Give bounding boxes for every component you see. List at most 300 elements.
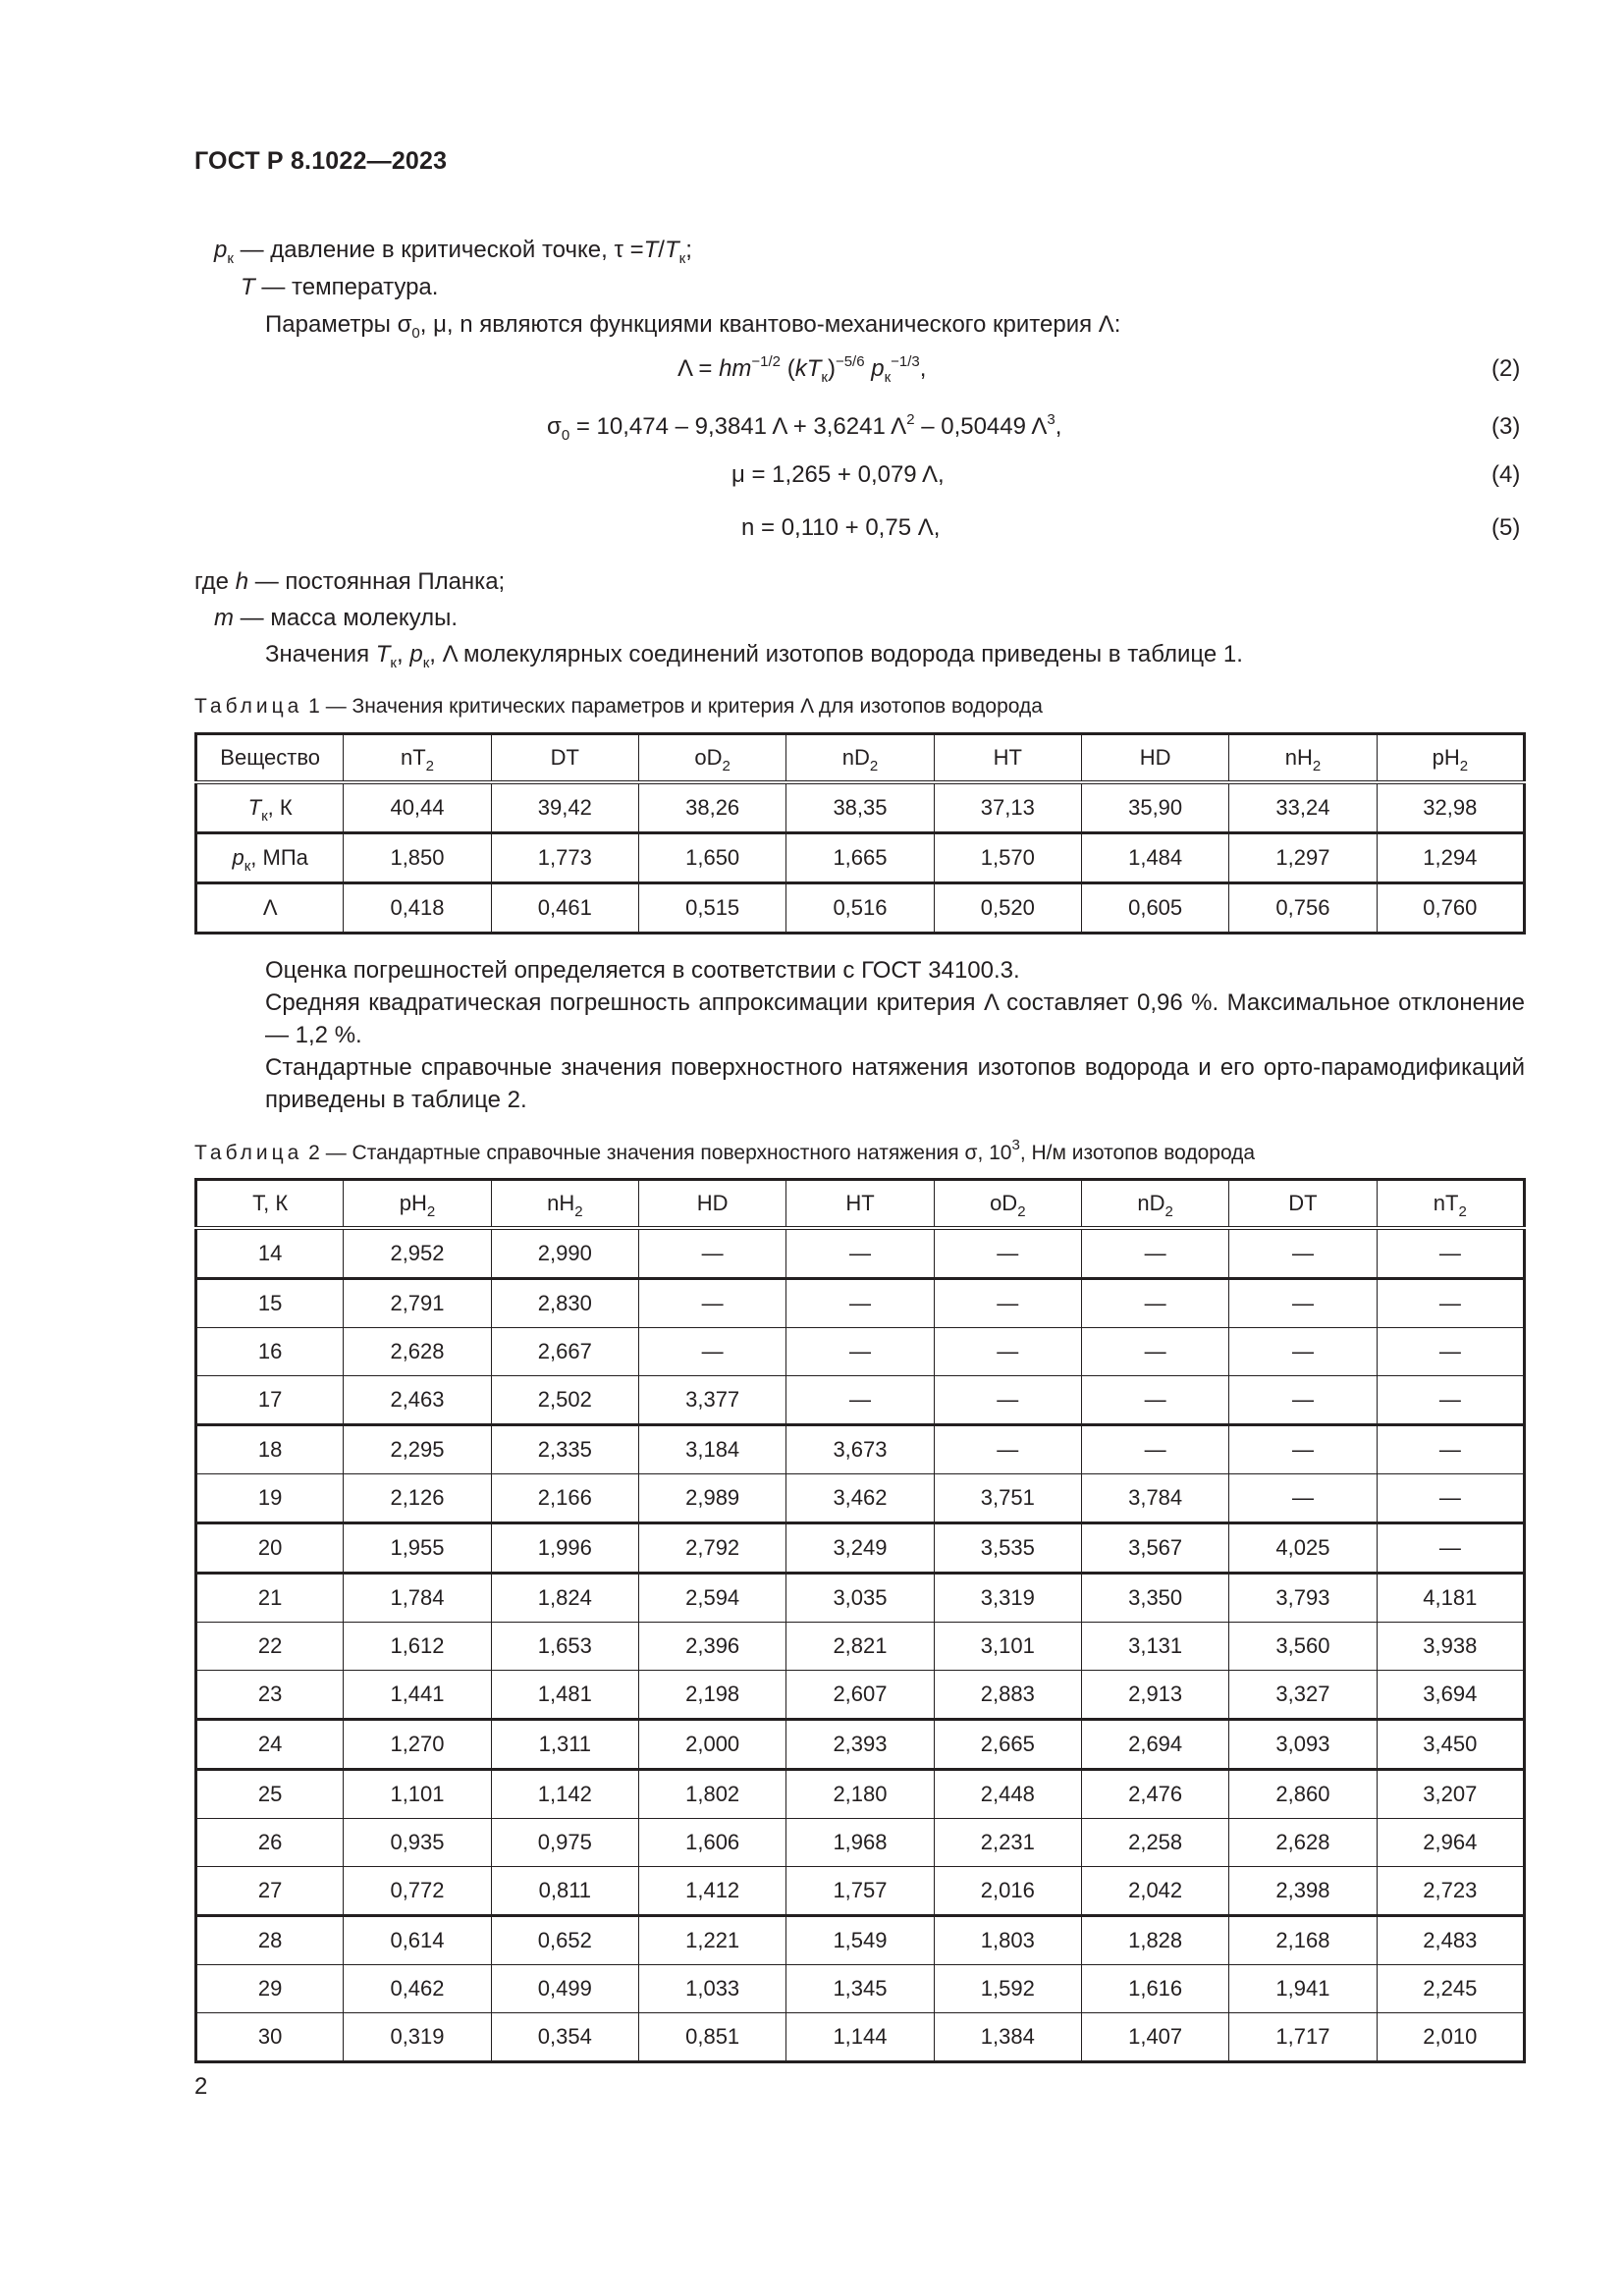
symbol-p: p	[214, 237, 228, 263]
row-label-unit: , МПа	[250, 845, 308, 870]
table1-header-cell	[1377, 734, 1524, 783]
equation-number-3: (3)	[1491, 413, 1521, 440]
header-label: nH	[1284, 745, 1313, 770]
table1-header-cell	[638, 734, 785, 783]
eq-part: (	[781, 355, 795, 382]
equation-3	[547, 411, 1062, 444]
table-cell: 39,42	[491, 782, 638, 833]
exponent: −5/6	[835, 353, 865, 370]
table-cell: 2,295	[344, 1425, 491, 1474]
subscript: к	[390, 655, 397, 671]
eq-part: p	[864, 355, 885, 382]
table-cell: 2,180	[786, 1770, 934, 1819]
subscript: 2	[1312, 758, 1322, 774]
table-cell: 1,850	[344, 833, 491, 883]
table-row	[196, 1965, 1525, 2013]
exponent: 2	[906, 411, 915, 428]
table-cell: 32,98	[1377, 782, 1524, 833]
table-cell: 2,667	[491, 1328, 638, 1376]
table-cell: 2,396	[638, 1623, 785, 1671]
table-row	[196, 2013, 1525, 2062]
temperature-cell: 28	[196, 1916, 344, 1965]
header-label: oD	[694, 745, 723, 770]
table-cell: 2,000	[638, 1720, 785, 1770]
table-cell: 0,515	[638, 883, 785, 934]
caption-label: Таблица	[194, 695, 303, 718]
table-cell: —	[1377, 1425, 1524, 1474]
table-cell: —	[1081, 1228, 1228, 1279]
params-sentence	[265, 310, 1120, 340]
table2-header-cell	[786, 1180, 934, 1229]
temperature-cell: 24	[196, 1720, 344, 1770]
table-cell: 2,628	[344, 1328, 491, 1376]
table-cell: —	[1081, 1328, 1228, 1376]
eq-part: = 10,474 – 9,3841 Λ + 3,6241 Λ	[569, 413, 907, 440]
table-cell: 1,101	[344, 1770, 491, 1819]
table-cell: —	[934, 1328, 1081, 1376]
table-cell: 3,673	[786, 1425, 934, 1474]
table1-header-cell	[196, 734, 344, 783]
table2-header-cell	[196, 1180, 344, 1229]
table-cell: 1,592	[934, 1965, 1081, 2013]
table-row	[196, 1328, 1525, 1376]
table2-header-cell	[344, 1180, 491, 1229]
table-cell: 0,760	[1377, 883, 1524, 934]
definition-text: — давление в критической точке, τ =	[233, 237, 644, 263]
temperature-cell: 16	[196, 1328, 344, 1376]
table-cell: 3,462	[786, 1474, 934, 1523]
table2-header-cell	[638, 1180, 785, 1229]
table-cell: 3,793	[1229, 1574, 1377, 1623]
table-cell: —	[1229, 1228, 1377, 1279]
temperature-cell: 27	[196, 1867, 344, 1916]
table-row	[196, 1425, 1525, 1474]
paragraph-standard-values	[194, 1051, 1525, 1116]
eq-part: kT	[794, 355, 822, 382]
table-row	[196, 1819, 1525, 1867]
table-cell: 1,345	[786, 1965, 934, 2013]
equation-number-4: (4)	[1491, 461, 1521, 488]
table-cell: 2,398	[1229, 1867, 1377, 1916]
table-cell: 0,319	[344, 2013, 491, 2062]
table-cell: 1,311	[491, 1720, 638, 1770]
table-cell: —	[934, 1228, 1081, 1279]
table-cell: 1,549	[786, 1916, 934, 1965]
table-cell: —	[1081, 1376, 1228, 1425]
table-cell: 3,184	[638, 1425, 785, 1474]
table-cell: 4,181	[1377, 1574, 1524, 1623]
table-cell: 1,144	[786, 2013, 934, 2062]
table-cell: 3,450	[1377, 1720, 1524, 1770]
table-cell: 3,938	[1377, 1623, 1524, 1671]
subscript: к	[884, 369, 892, 386]
paragraph-text: Оценка погрешностей определяется в соответствии с ГОСТ 34100.3.	[265, 957, 1020, 984]
header-label: nD	[841, 745, 870, 770]
table-cell: 2,594	[638, 1574, 785, 1623]
table-cell: 1,996	[491, 1523, 638, 1574]
table-cell: 2,821	[786, 1623, 934, 1671]
table-cell: 3,249	[786, 1523, 934, 1574]
table-row	[196, 1523, 1525, 1574]
temperature-cell: 22	[196, 1623, 344, 1671]
subscript: к	[678, 250, 686, 267]
table2-header-cell	[1081, 1180, 1228, 1229]
header-label: DT	[550, 745, 579, 770]
table-cell: —	[1229, 1425, 1377, 1474]
table-row	[196, 1623, 1525, 1671]
subscript: к	[821, 369, 828, 386]
table-cell: 3,784	[1081, 1474, 1228, 1523]
header-label: pH	[399, 1191, 427, 1215]
table-cell: 1,968	[786, 1819, 934, 1867]
header-label: HT	[993, 745, 1022, 770]
table-cell: 0,652	[491, 1916, 638, 1965]
table-row	[196, 1474, 1525, 1523]
table-row	[196, 1720, 1525, 1770]
table-cell: 1,653	[491, 1623, 638, 1671]
table-cell: 0,418	[344, 883, 491, 934]
table-cell: 4,025	[1229, 1523, 1377, 1574]
table-cell: 2,483	[1377, 1916, 1524, 1965]
table2-header-cell	[1229, 1180, 1377, 1229]
table-cell: 3,535	[934, 1523, 1081, 1574]
definition-text: — масса молекулы.	[234, 605, 459, 631]
table-row	[196, 1376, 1525, 1425]
table-cell: 0,614	[344, 1916, 491, 1965]
table-cell: 2,231	[934, 1819, 1081, 1867]
temperature-cell: 20	[196, 1523, 344, 1574]
eq-part: Λ =	[677, 355, 720, 382]
text: Значения	[265, 641, 376, 667]
exponent: −1/3	[891, 353, 920, 370]
equation-4: μ = 1,265 + 0,079 Λ,	[731, 461, 945, 488]
symbol-T: T	[241, 274, 255, 300]
table-cell: 2,830	[491, 1279, 638, 1328]
table-cell: 1,824	[491, 1574, 638, 1623]
table-cell: 1,717	[1229, 2013, 1377, 2062]
table-cell: 1,612	[344, 1623, 491, 1671]
text: где	[194, 568, 236, 595]
table-cell: —	[1229, 1328, 1377, 1376]
table-cell: 1,142	[491, 1770, 638, 1819]
table-cell: 3,101	[934, 1623, 1081, 1671]
header-label: nD	[1137, 1191, 1165, 1215]
equation-number-5: (5)	[1491, 514, 1521, 541]
table-cell: 1,665	[786, 833, 934, 883]
table-cell: 2,016	[934, 1867, 1081, 1916]
table-cell: 0,520	[934, 883, 1081, 934]
table-cell: 2,883	[934, 1671, 1081, 1720]
table-cell: 2,723	[1377, 1867, 1524, 1916]
table-cell: 1,606	[638, 1819, 785, 1867]
table-cell: —	[934, 1279, 1081, 1328]
temperature-cell: 18	[196, 1425, 344, 1474]
table-cell: 2,964	[1377, 1819, 1524, 1867]
table-cell: —	[786, 1376, 934, 1425]
definition-text: — постоянная Планка;	[248, 568, 506, 595]
symbol-m: m	[214, 605, 234, 631]
table-cell: 0,354	[491, 2013, 638, 2062]
table-row	[196, 1916, 1525, 1965]
subscript: 2	[1458, 1203, 1467, 1220]
table2-header-row	[196, 1180, 1525, 1229]
table-cell: 3,327	[1229, 1671, 1377, 1720]
temperature-cell: 29	[196, 1965, 344, 2013]
table-cell: 2,245	[1377, 1965, 1524, 2013]
table-row	[196, 1279, 1525, 1328]
table2-surface-tension	[194, 1178, 1526, 2063]
table-cell: —	[1377, 1228, 1524, 1279]
table-cell: 37,13	[934, 782, 1081, 833]
header-label: Вещество	[220, 745, 321, 770]
table-cell: 0,975	[491, 1819, 638, 1867]
text: ,	[396, 641, 410, 667]
text: , μ, n являются функциями квантово-механического критерия Λ:	[419, 311, 1121, 338]
table-cell: 1,757	[786, 1867, 934, 1916]
table-cell: 2,694	[1081, 1720, 1228, 1770]
equation-number-2: (2)	[1491, 355, 1521, 382]
header-label: nT	[400, 745, 426, 770]
table-cell: —	[638, 1228, 785, 1279]
table1-header-cell	[934, 734, 1081, 783]
table-cell: 2,952	[344, 1228, 491, 1279]
table-cell: —	[934, 1376, 1081, 1425]
subscript: 2	[722, 758, 731, 774]
row-label: p	[232, 845, 244, 870]
text: Параметры σ	[265, 311, 412, 338]
header-label: HD	[1139, 745, 1171, 770]
temperature-cell: 19	[196, 1474, 344, 1523]
table1-header-cell	[1229, 734, 1377, 783]
subscript: 2	[1017, 1203, 1026, 1220]
subscript: 0	[411, 325, 420, 342]
table-cell: —	[786, 1328, 934, 1376]
table-cell: 2,010	[1377, 2013, 1524, 2062]
paragraph-text: Стандартные справочные значения поверхностного натяжения изотопов водорода и его орто-парамодификаций приведены в таблице 2.	[265, 1054, 1525, 1113]
table-cell: 2,792	[638, 1523, 785, 1574]
row-label: Λ	[262, 895, 278, 920]
slash: /	[658, 237, 665, 263]
table-cell: 1,803	[934, 1916, 1081, 1965]
symbol-T: T	[375, 641, 391, 667]
symbol-T: T	[643, 237, 659, 263]
table-cell: 2,042	[1081, 1867, 1228, 1916]
temperature-cell: 25	[196, 1770, 344, 1819]
table1-critical-parameters	[194, 732, 1526, 934]
table-cell: 3,319	[934, 1574, 1081, 1623]
table-cell: 1,294	[1377, 833, 1524, 883]
header-label: pH	[1432, 745, 1460, 770]
table-cell: 2,198	[638, 1671, 785, 1720]
table-cell: 2,607	[786, 1671, 934, 1720]
table1-header-cell	[491, 734, 638, 783]
table-cell: 0,499	[491, 1965, 638, 2013]
header-label: oD	[990, 1191, 1018, 1215]
paragraph-error-evaluation	[194, 954, 1525, 987]
subscript: 2	[1164, 1203, 1173, 1220]
values-sentence	[265, 640, 1243, 669]
table-cell: 1,616	[1081, 1965, 1228, 2013]
table-cell: 3,207	[1377, 1770, 1524, 1819]
table-cell: 1,481	[491, 1671, 638, 1720]
table-cell: 1,570	[934, 833, 1081, 883]
definition-m	[214, 604, 458, 633]
table-cell: —	[1229, 1376, 1377, 1425]
table-cell: 1,484	[1081, 833, 1228, 883]
table-row	[196, 782, 1525, 833]
table-cell: —	[1377, 1523, 1524, 1574]
table-cell: 2,476	[1081, 1770, 1228, 1819]
table-cell: —	[786, 1228, 934, 1279]
subscript: к	[422, 655, 430, 671]
subscript: к	[227, 250, 234, 267]
paragraph-text: Средняя квадратическая погрешность аппроксимации критерия Λ составляет 0,96 %. Максимальное отклонение — 1,2 %.	[265, 989, 1525, 1048]
subscript: 2	[426, 1203, 436, 1220]
header-label: DT	[1288, 1191, 1318, 1215]
table-cell: —	[1229, 1279, 1377, 1328]
table-cell: 0,772	[344, 1867, 491, 1916]
table-cell: 0,756	[1229, 883, 1377, 934]
table-cell: 1,802	[638, 1770, 785, 1819]
temperature-cell: 15	[196, 1279, 344, 1328]
table-cell: —	[638, 1328, 785, 1376]
exponent: 3	[1011, 1137, 1020, 1153]
table-cell: 2,126	[344, 1474, 491, 1523]
symbol-p: p	[409, 641, 423, 667]
eq-part: hm	[719, 355, 752, 382]
caption-text: 1 — Значения критических параметров и критерия Λ для изотопов водорода	[302, 695, 1043, 718]
table-cell: 0,516	[786, 883, 934, 934]
caption-label: Таблица	[194, 1142, 303, 1164]
table-cell: 1,828	[1081, 1916, 1228, 1965]
table-cell: —	[638, 1279, 785, 1328]
temperature-cell: 21	[196, 1574, 344, 1623]
table-cell: 2,463	[344, 1376, 491, 1425]
table-cell: —	[1081, 1425, 1228, 1474]
table-cell: 0,605	[1081, 883, 1228, 934]
table-cell: 1,221	[638, 1916, 785, 1965]
table-cell: —	[1229, 1474, 1377, 1523]
header-label: nT	[1433, 1191, 1459, 1215]
header-label: HD	[696, 1191, 729, 1215]
table-cell: 3,035	[786, 1574, 934, 1623]
subscript: 2	[574, 1203, 583, 1220]
table-row	[196, 883, 1525, 934]
temperature-cell: 23	[196, 1671, 344, 1720]
table-cell: —	[786, 1279, 934, 1328]
table-row	[196, 1228, 1525, 1279]
subscript: к	[244, 858, 251, 875]
table-cell: 0,935	[344, 1819, 491, 1867]
table-cell: 2,628	[1229, 1819, 1377, 1867]
table2-header-cell	[934, 1180, 1081, 1229]
table-cell: —	[1377, 1279, 1524, 1328]
subscript: к	[261, 808, 268, 825]
header-label: T, К	[252, 1191, 289, 1215]
table-cell: 2,393	[786, 1720, 934, 1770]
table-cell: 40,44	[344, 782, 491, 833]
subscript: 2	[1459, 758, 1469, 774]
table-cell: 3,093	[1229, 1720, 1377, 1770]
table-cell: 1,784	[344, 1574, 491, 1623]
table-cell: —	[1081, 1279, 1228, 1328]
table1-header-cell	[786, 734, 934, 783]
row-label: T	[247, 795, 262, 820]
table-row	[196, 1770, 1525, 1819]
table-cell: 1,384	[934, 2013, 1081, 2062]
header-label: nH	[547, 1191, 575, 1215]
page-number: 2	[194, 2073, 208, 2100]
table-cell: 1,297	[1229, 833, 1377, 883]
temperature-cell: 17	[196, 1376, 344, 1425]
table2-caption	[194, 1137, 1256, 1165]
table-cell: 2,990	[491, 1228, 638, 1279]
row-label-unit: , К	[267, 795, 293, 820]
header-label: HT	[845, 1191, 875, 1215]
table-cell: 2,665	[934, 1720, 1081, 1770]
table-cell: 3,560	[1229, 1623, 1377, 1671]
table-cell: 1,441	[344, 1671, 491, 1720]
table2-header-cell	[1377, 1180, 1524, 1229]
document-header-title: ГОСТ Р 8.1022—2023	[194, 147, 448, 175]
table-cell: 0,462	[344, 1965, 491, 2013]
eq-part: )	[827, 355, 836, 382]
table-cell: 0,851	[638, 2013, 785, 2062]
table-cell: 2,258	[1081, 1819, 1228, 1867]
temperature-cell: 14	[196, 1228, 344, 1279]
table-cell: 2,168	[1229, 1916, 1377, 1965]
table-row	[196, 1867, 1525, 1916]
exponent: 3	[1047, 411, 1056, 428]
table-cell: —	[1377, 1328, 1524, 1376]
table-cell: 1,955	[344, 1523, 491, 1574]
subscript: 2	[869, 758, 879, 774]
subscript: 0	[561, 427, 570, 444]
symbol-h: h	[235, 568, 249, 595]
paragraph-rms-error	[194, 987, 1525, 1051]
row-label-cell	[196, 833, 344, 883]
eq-part: – 0,50449 Λ	[914, 413, 1048, 440]
table-row	[196, 1671, 1525, 1720]
table1-caption	[194, 695, 1043, 719]
temperature-cell: 30	[196, 2013, 344, 2062]
symbol-Tk: T	[664, 237, 679, 263]
eq-part: σ	[547, 413, 562, 440]
caption-text: , Н/м изотопов водорода	[1019, 1142, 1256, 1164]
subscript: 2	[425, 758, 434, 774]
table-cell: 1,650	[638, 833, 785, 883]
table2-header-cell	[491, 1180, 638, 1229]
text: , Λ молекулярных соединений изотопов водорода приведены в таблице 1.	[429, 641, 1243, 667]
table-cell: 2,448	[934, 1770, 1081, 1819]
table-cell: 38,26	[638, 782, 785, 833]
table-cell: —	[1377, 1474, 1524, 1523]
table-cell: 0,461	[491, 883, 638, 934]
table-cell: 3,350	[1081, 1574, 1228, 1623]
table-cell: 0,811	[491, 1867, 638, 1916]
table-cell: 2,335	[491, 1425, 638, 1474]
definition-h	[194, 567, 505, 597]
table-cell: 33,24	[1229, 782, 1377, 833]
equation-5: n = 0,110 + 0,75 Λ,	[741, 514, 941, 541]
table-cell: 2,791	[344, 1279, 491, 1328]
caption-text: 2 — Стандартные справочные значения поверхностного натяжения σ, 10	[302, 1142, 1012, 1164]
table-cell: 2,913	[1081, 1671, 1228, 1720]
definition-text: — температура.	[254, 274, 439, 300]
table-cell: 2,166	[491, 1474, 638, 1523]
table-cell: 35,90	[1081, 782, 1228, 833]
table-cell: 38,35	[786, 782, 934, 833]
